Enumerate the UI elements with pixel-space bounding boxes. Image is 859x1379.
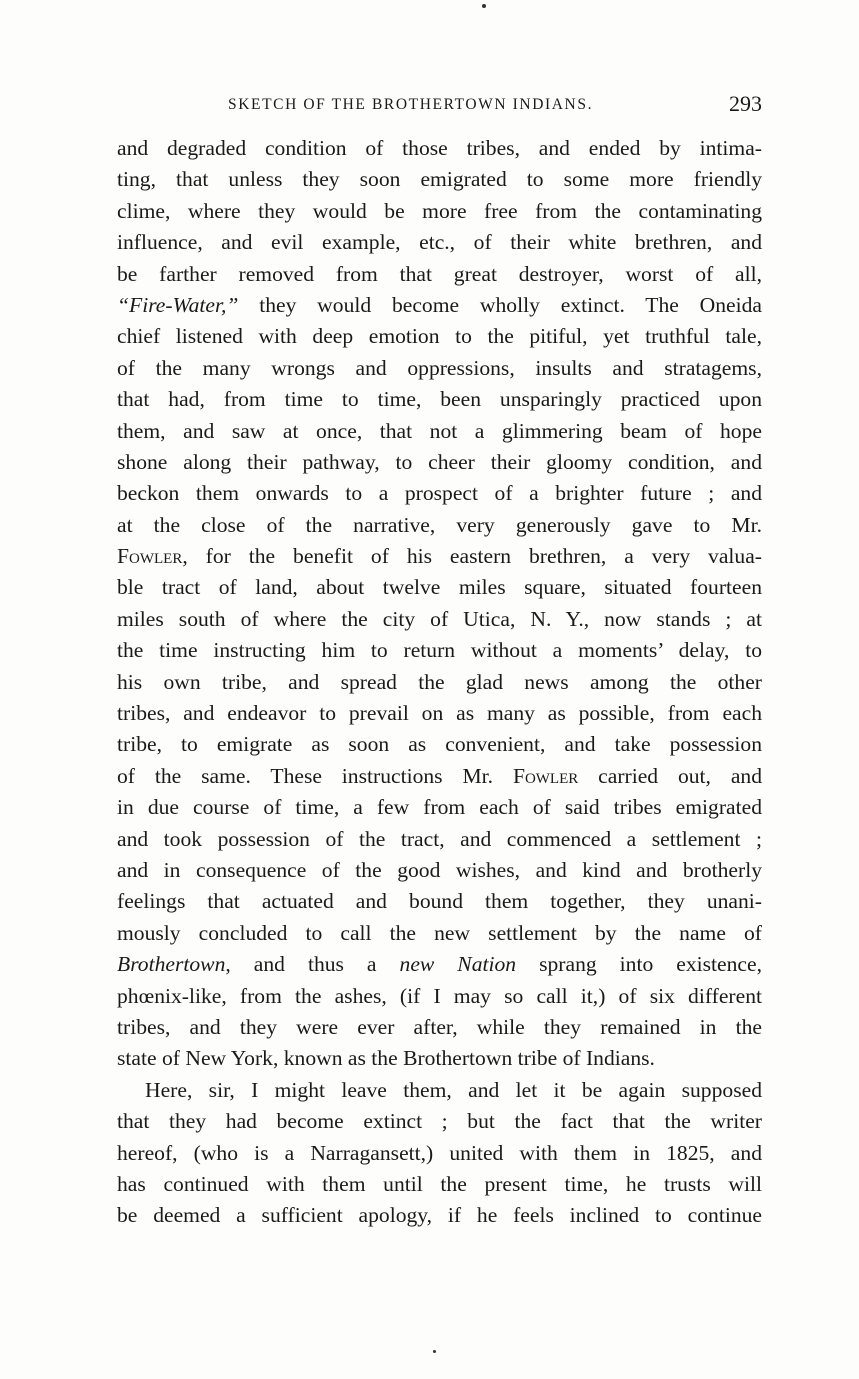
text-line: state of New York, known as the Brothertown tribe of Indians.: [117, 1046, 655, 1071]
text-line: and in consequence of the good wishes, and kind and brotherly: [117, 857, 762, 882]
text-line: shone along their pathway, to cheer their gloomy condition, and: [117, 449, 762, 474]
text-line: that they had become extinct ; but the fact that the writer: [117, 1109, 762, 1134]
text-line: influence, and evil example, etc., of their white brethren, and: [117, 230, 762, 255]
text-line: be deemed a sufficient apology, if he feels inclined to continue: [117, 1203, 762, 1228]
running-header: [120, 92, 762, 122]
text-line: feelings that actuated and bound them together, they unani-: [117, 889, 762, 914]
italic-phrase: Brothertown: [117, 952, 226, 977]
text-line: in due course of time, a few from each of said tribes emigrated: [117, 795, 762, 820]
paragraph: [117, 133, 762, 1075]
line-text: they would become wholly extinct. The Oneida: [238, 292, 762, 317]
name-smallcaps: Fowler: [512, 763, 579, 788]
italic-phrase: new Nation: [399, 952, 517, 977]
body-text: [117, 133, 762, 1232]
name-smallcaps: Fowler: [117, 544, 183, 569]
text-line: chief listened with deep emotion to the pitiful, yet truthful tale,: [117, 324, 762, 349]
text-line: [117, 761, 762, 792]
text-line: beckon them onwards to a prospect of a brighter future ; and: [117, 481, 762, 506]
running-head-title: SKETCH OF THE BROTHERTOWN INDIANS.: [228, 96, 594, 113]
line-text: carried out, and: [578, 763, 763, 788]
text-line: has continued with them until the present time, he trusts will: [117, 1171, 762, 1196]
text-line: be farther removed from that great destroyer, worst of all,: [117, 261, 762, 286]
text-line: his own tribe, and spread the glad news among the other: [117, 669, 762, 694]
text-line: tribe, to emigrate as soon as convenient, and take possession: [117, 732, 762, 757]
line-text: sprang into existence,: [516, 952, 762, 977]
text-line: mously concluded to call the new settlement by the name of: [117, 920, 762, 945]
text-line: hereof, (who is a Narragansett,) united with them in 1825, and: [117, 1140, 762, 1165]
text-line: tribes, and they were ever after, while they remained in the: [117, 1014, 762, 1039]
text-line: clime, where they would be more free from the contaminating: [117, 198, 762, 223]
line-text: of the same. These instructions Mr.: [117, 763, 513, 788]
text-line: them, and saw at once, that not a glimmering beam of hope: [117, 418, 762, 443]
text-line: and degraded condition of those tribes, and ended by intima-: [117, 136, 762, 160]
paragraph: [117, 1075, 762, 1232]
text-line: miles south of where the city of Utica, N. Y., now stands ; at: [117, 606, 762, 631]
text-line: [117, 290, 762, 321]
text-line: [117, 949, 762, 980]
text-line: of the many wrongs and oppressions, insults and stratagems,: [117, 355, 762, 380]
line-text: , for the benefit of his eastern brethren, a very valua-: [182, 544, 762, 569]
line-text: , and thus a: [225, 952, 400, 977]
text-line: Here, sir, I might leave them, and let it be again supposed: [145, 1077, 762, 1102]
text-line: tribes, and endeavor to prevail on as many as possible, from each: [117, 701, 762, 726]
text-line: phœnix-like, from the ashes, (if I may so call it,) of six different: [117, 983, 762, 1008]
text-line: the time instructing him to return without a moments’ delay, to: [117, 638, 762, 663]
page-number: 293: [729, 91, 762, 116]
text-line: ting, that unless they soon emigrated to some more friendly: [117, 167, 762, 192]
italic-phrase: “Fire-Water,”: [117, 292, 239, 317]
text-line: and took possession of the tract, and commenced a settlement ;: [117, 826, 762, 851]
text-line: [117, 541, 762, 572]
text-line: that had, from time to time, been unsparingly practiced upon: [117, 387, 762, 412]
text-line: at the close of the narrative, very generously gave to Mr.: [117, 512, 762, 537]
text-line: ble tract of land, about twelve miles square, situated fourteen: [117, 575, 762, 600]
